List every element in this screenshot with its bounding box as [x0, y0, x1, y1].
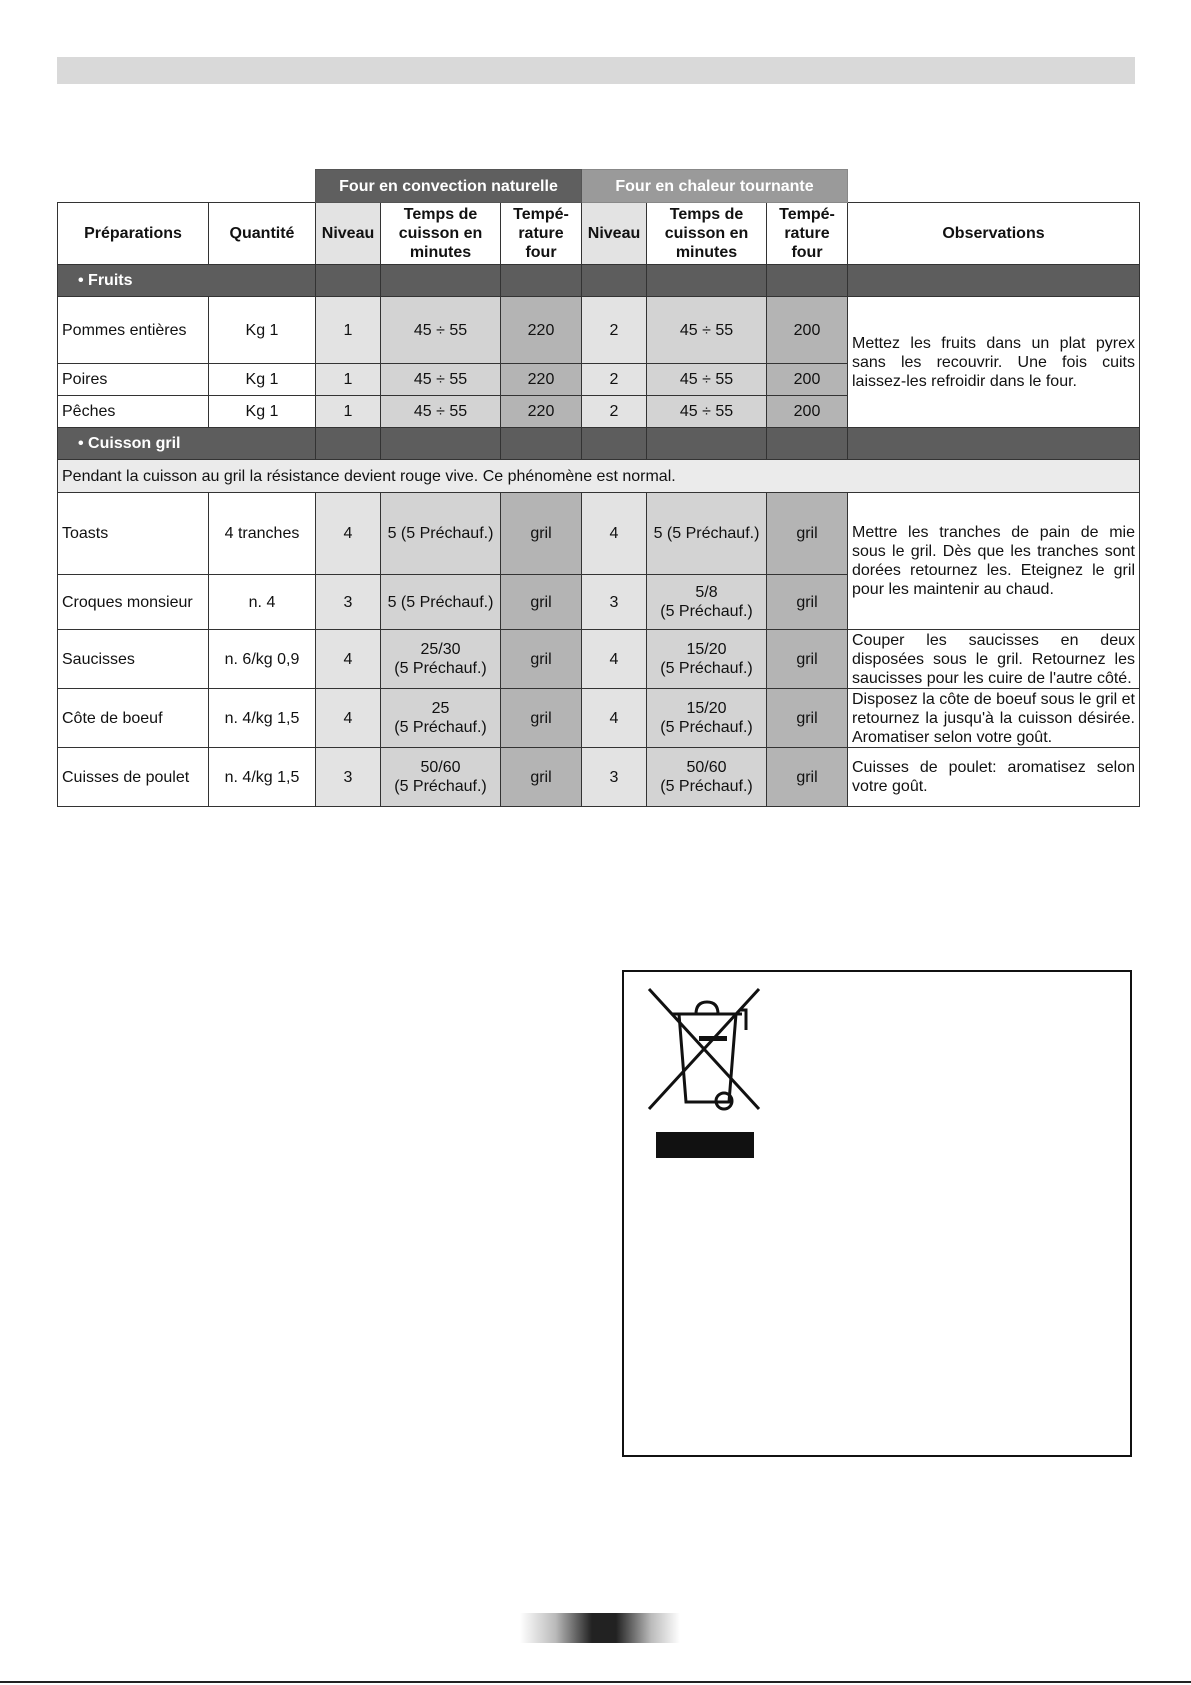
group-header-fan: Four en chaleur tournante — [582, 170, 848, 203]
col-header-level: Niveau — [582, 203, 647, 265]
cooking-table — [57, 169, 1140, 807]
table-row: Côte de boeuf n. 4/kg 1,5 4 25 (5 Préchauf.) gril 4 15/20 (5 Préchauf.) gril Disposez la côte de boeuf sous le gril et retournez la jusqu'à la cuisson désirée. Aromatiser selon votre goût. — [58, 689, 1140, 748]
section-grill: • Cuisson gril — [58, 428, 316, 460]
observation-toasts: Mettre les tranches de pain de mie sous le gril. Dès que les tranches sont dorées retournez les. Eteignez le gril pour les maintenir au chaud. — [848, 493, 1140, 630]
col-header-temp: Tempé-rature four — [767, 203, 848, 265]
group-header-natural: Four en convection naturelle — [316, 170, 582, 203]
table-row: Pommes entières Kg 1 1 45 ÷ 55 220 2 45 ÷ 55 200 Mettez les fruits dans un plat pyrex sans les recouvrir. Une fois cuits laissez-les refroidir dans le four. — [58, 297, 1140, 364]
table-row: Saucisses n. 6/kg 0,9 4 25/30 (5 Préchauf.) gril 4 15/20 (5 Préchauf.) gril Couper les saucisses en deux disposées sous le gril. Retournez les saucisses pour les cuire de l'autre côté. — [58, 630, 1140, 689]
col-header-obs: Observations — [848, 203, 1140, 265]
section-fruits: • Fruits — [58, 265, 316, 297]
col-header-level: Niveau — [316, 203, 381, 265]
page-number-bar — [520, 1613, 680, 1643]
col-header-prep: Préparations — [58, 203, 209, 265]
table-row: Toasts 4 tranches 4 5 (5 Préchauf.) gril 4 5 (5 Préchauf.) gril Mettre les tranches de pain de mie sous le gril. Dès que les tranches sont dorées retournez les. Eteignez le gril pour les maintenir au chaud. — [58, 493, 1140, 575]
table-row: Pêches Kg 1 1 45 ÷ 55 220 2 45 ÷ 55 200 — [58, 396, 1140, 428]
table-row: Poires Kg 1 1 45 ÷ 55 220 2 45 ÷ 55 200 — [58, 364, 1140, 396]
table-row: Cuisses de poulet n. 4/kg 1,5 3 50/60 (5 Préchauf.) gril 3 50/60 (5 Préchauf.) gril Cuisses de poulet: aromatisez selon votre goût. — [58, 748, 1140, 807]
col-header-time: Temps de cuisson en minutes — [647, 203, 767, 265]
grill-note: Pendant la cuisson au gril la résistance devient rouge vive. Ce phénomène est normal. — [58, 460, 1140, 493]
crossed-out-wheelie-bin-icon — [644, 984, 764, 1166]
col-header-time: Temps de cuisson en minutes — [381, 203, 501, 265]
observation-fruits: Mettez les fruits dans un plat pyrex sans les recouvrir. Une fois cuits laissez-les refroidir dans le four. — [848, 297, 1140, 428]
table-row: Croques monsieur n. 4 3 5 (5 Préchauf.) gril 3 5/8 (5 Préchauf.) gril — [58, 575, 1140, 630]
col-header-qty: Quantité — [209, 203, 316, 265]
col-header-temp: Tempé-rature four — [501, 203, 582, 265]
weee-notice-box — [622, 970, 1132, 1457]
header-bar — [57, 57, 1135, 84]
bottom-rule — [0, 1681, 1191, 1683]
